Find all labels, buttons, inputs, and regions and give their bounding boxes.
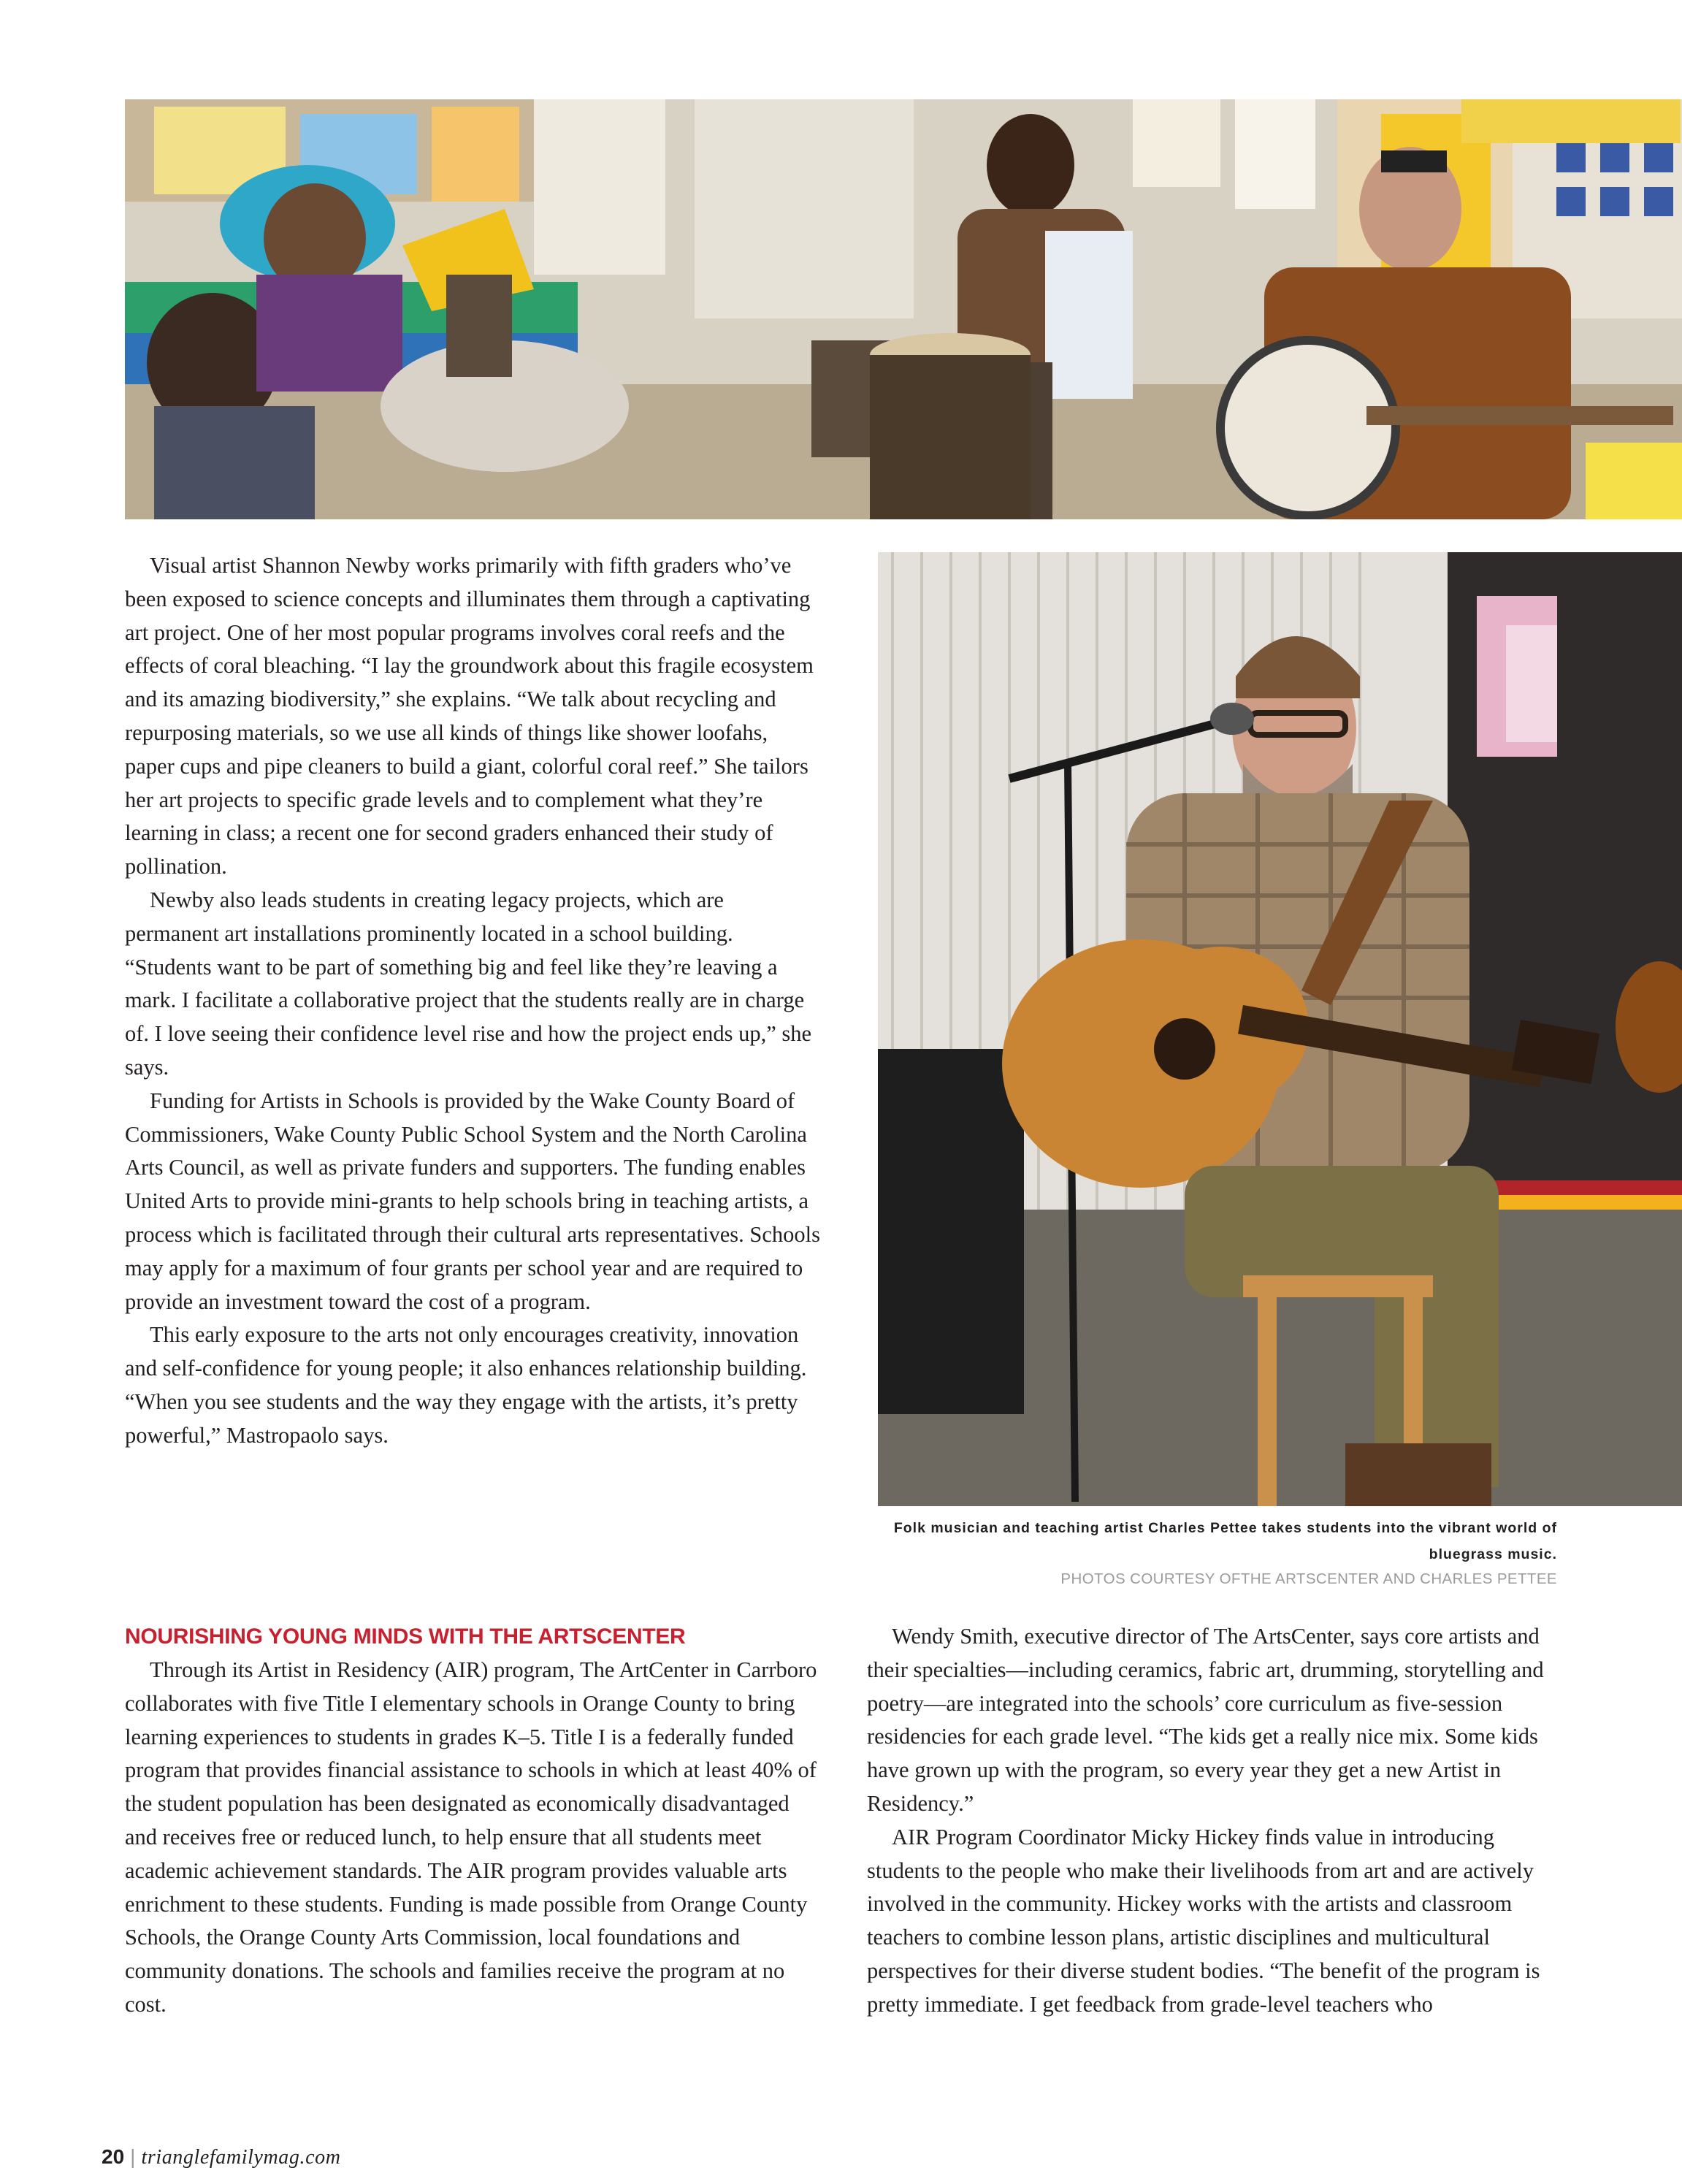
left-column-upper	[125, 549, 822, 1453]
footer-separator: |	[130, 2145, 136, 2168]
website-link[interactable]: trianglefamilymag.com	[141, 2146, 341, 2169]
paragraph-micky-hickey: AIR Program Coordinator Micky Hickey finds value in introducing students to the people who make their livelihoods from art and are actively involved in the community. Hickey works with the artists and classroom teachers to combine lesson plans, artistic disciplines and multicultural perspectives for their diverse student bodies. “The benefit of the program is pretty immediate. I get feedback from grade-level teachers who	[867, 1824, 1540, 2017]
paragraph-air-program: Through its Artist in Residency (AIR) program, The ArtCenter in Carrboro collaborates with five Title I elementary schools in Orange County to bring learning experiences to students in grades K–5. Title I is a federally funded program that provides financial assistance to schools in which at least 40% of the student population has been designated as economically disadvantaged and receives free or reduced lunch, to help ensure that all students meet academic achievement standards. The AIR program provides valuable arts enrichment to these students. Funding is made possible from Orange County Schools, the Orange County Arts Commission, local foundations and community donations. The schools and families receive the program at no cost.	[125, 1657, 817, 2017]
photo-credit: PHOTOS COURTESY OFTHE ARTSCENTER AND CHARLES PETTEE	[1060, 1570, 1557, 1587]
paragraph-wendy-smith: Wendy Smith, executive director of The ArtsCenter, says core artists and their specialties—including ceramics, fabric art, drumming, storytelling and poetry—are integrated into the schools’ core curriculum as five-session residencies for each grade level. “The kids get a really nice mix. Some kids have grown up with the program, so every year they get a new Artist in Residency.”	[867, 1624, 1544, 1816]
guitarist-photo	[878, 552, 1682, 1506]
page-footer	[102, 2145, 341, 2169]
paragraph-early-exposure: This early exposure to the arts not only encourages creativity, innovation and self-confidence for young people; it also enhances relationship building. “When you see students and the way they engage with the artists, it’s pretty powerful,” Mastropaolo says.	[125, 1322, 807, 1448]
classroom-music-photo-icon	[125, 99, 1682, 519]
paragraph-newby-intro: Visual artist Shannon Newby works primarily with fifth graders who’ve been exposed to science concepts and illuminates them through a captivating art project. One of her most popular programs involves coral reefs and the effects of coral bleaching. “I lay the groundwork about this fragile ecosystem and its amazing biodiversity,” she explains. “We talk about recycling and repurposing materials, so we use all kinds of things like shower loofahs, paper cups and pipe cleaners to build a giant, colorful coral reef.” She tailors her art projects to specific grade levels and to complement what they’re learning in class; a recent one for second graders enhanced their study of pollination.	[125, 553, 814, 879]
paragraph-legacy-projects: Newby also leads students in creating legacy projects, which are permanent art installations prominently located in a school building. “Students want to be part of something big and feel like they’re leaving a mark. I facilitate a collaborative project that the students really are in charge of. I love seeing their confidence level rise and how the project ends up,” she says.	[125, 887, 812, 1080]
paragraph-funding: Funding for Artists in Schools is provided by the Wake County Board of Commissioners, Wake County Public School System and the North Carolina Arts Council, as well as private funders and supporters. The funding enables United Arts to provide mini-grants to help schools bring in teaching artists, a process which is facilitated through their cultural arts representatives. Schools may apply for a maximum of four grants per school year and are required to provide an investment toward the cost of a program.	[125, 1088, 820, 1314]
page-number: 20	[102, 2145, 125, 2168]
left-column-lower	[125, 1620, 822, 2022]
classroom-music-photo	[125, 99, 1682, 519]
section-heading: NOURISHING YOUNG MINDS WITH THE ARTSCENTER	[125, 1624, 686, 1649]
photo-caption: Folk musician and teaching artist Charles Pettee takes students into the vibrant world of bluegrass music.	[893, 1520, 1557, 1562]
guitarist-photo-icon	[878, 552, 1682, 1506]
right-column-lower	[867, 1620, 1564, 2022]
